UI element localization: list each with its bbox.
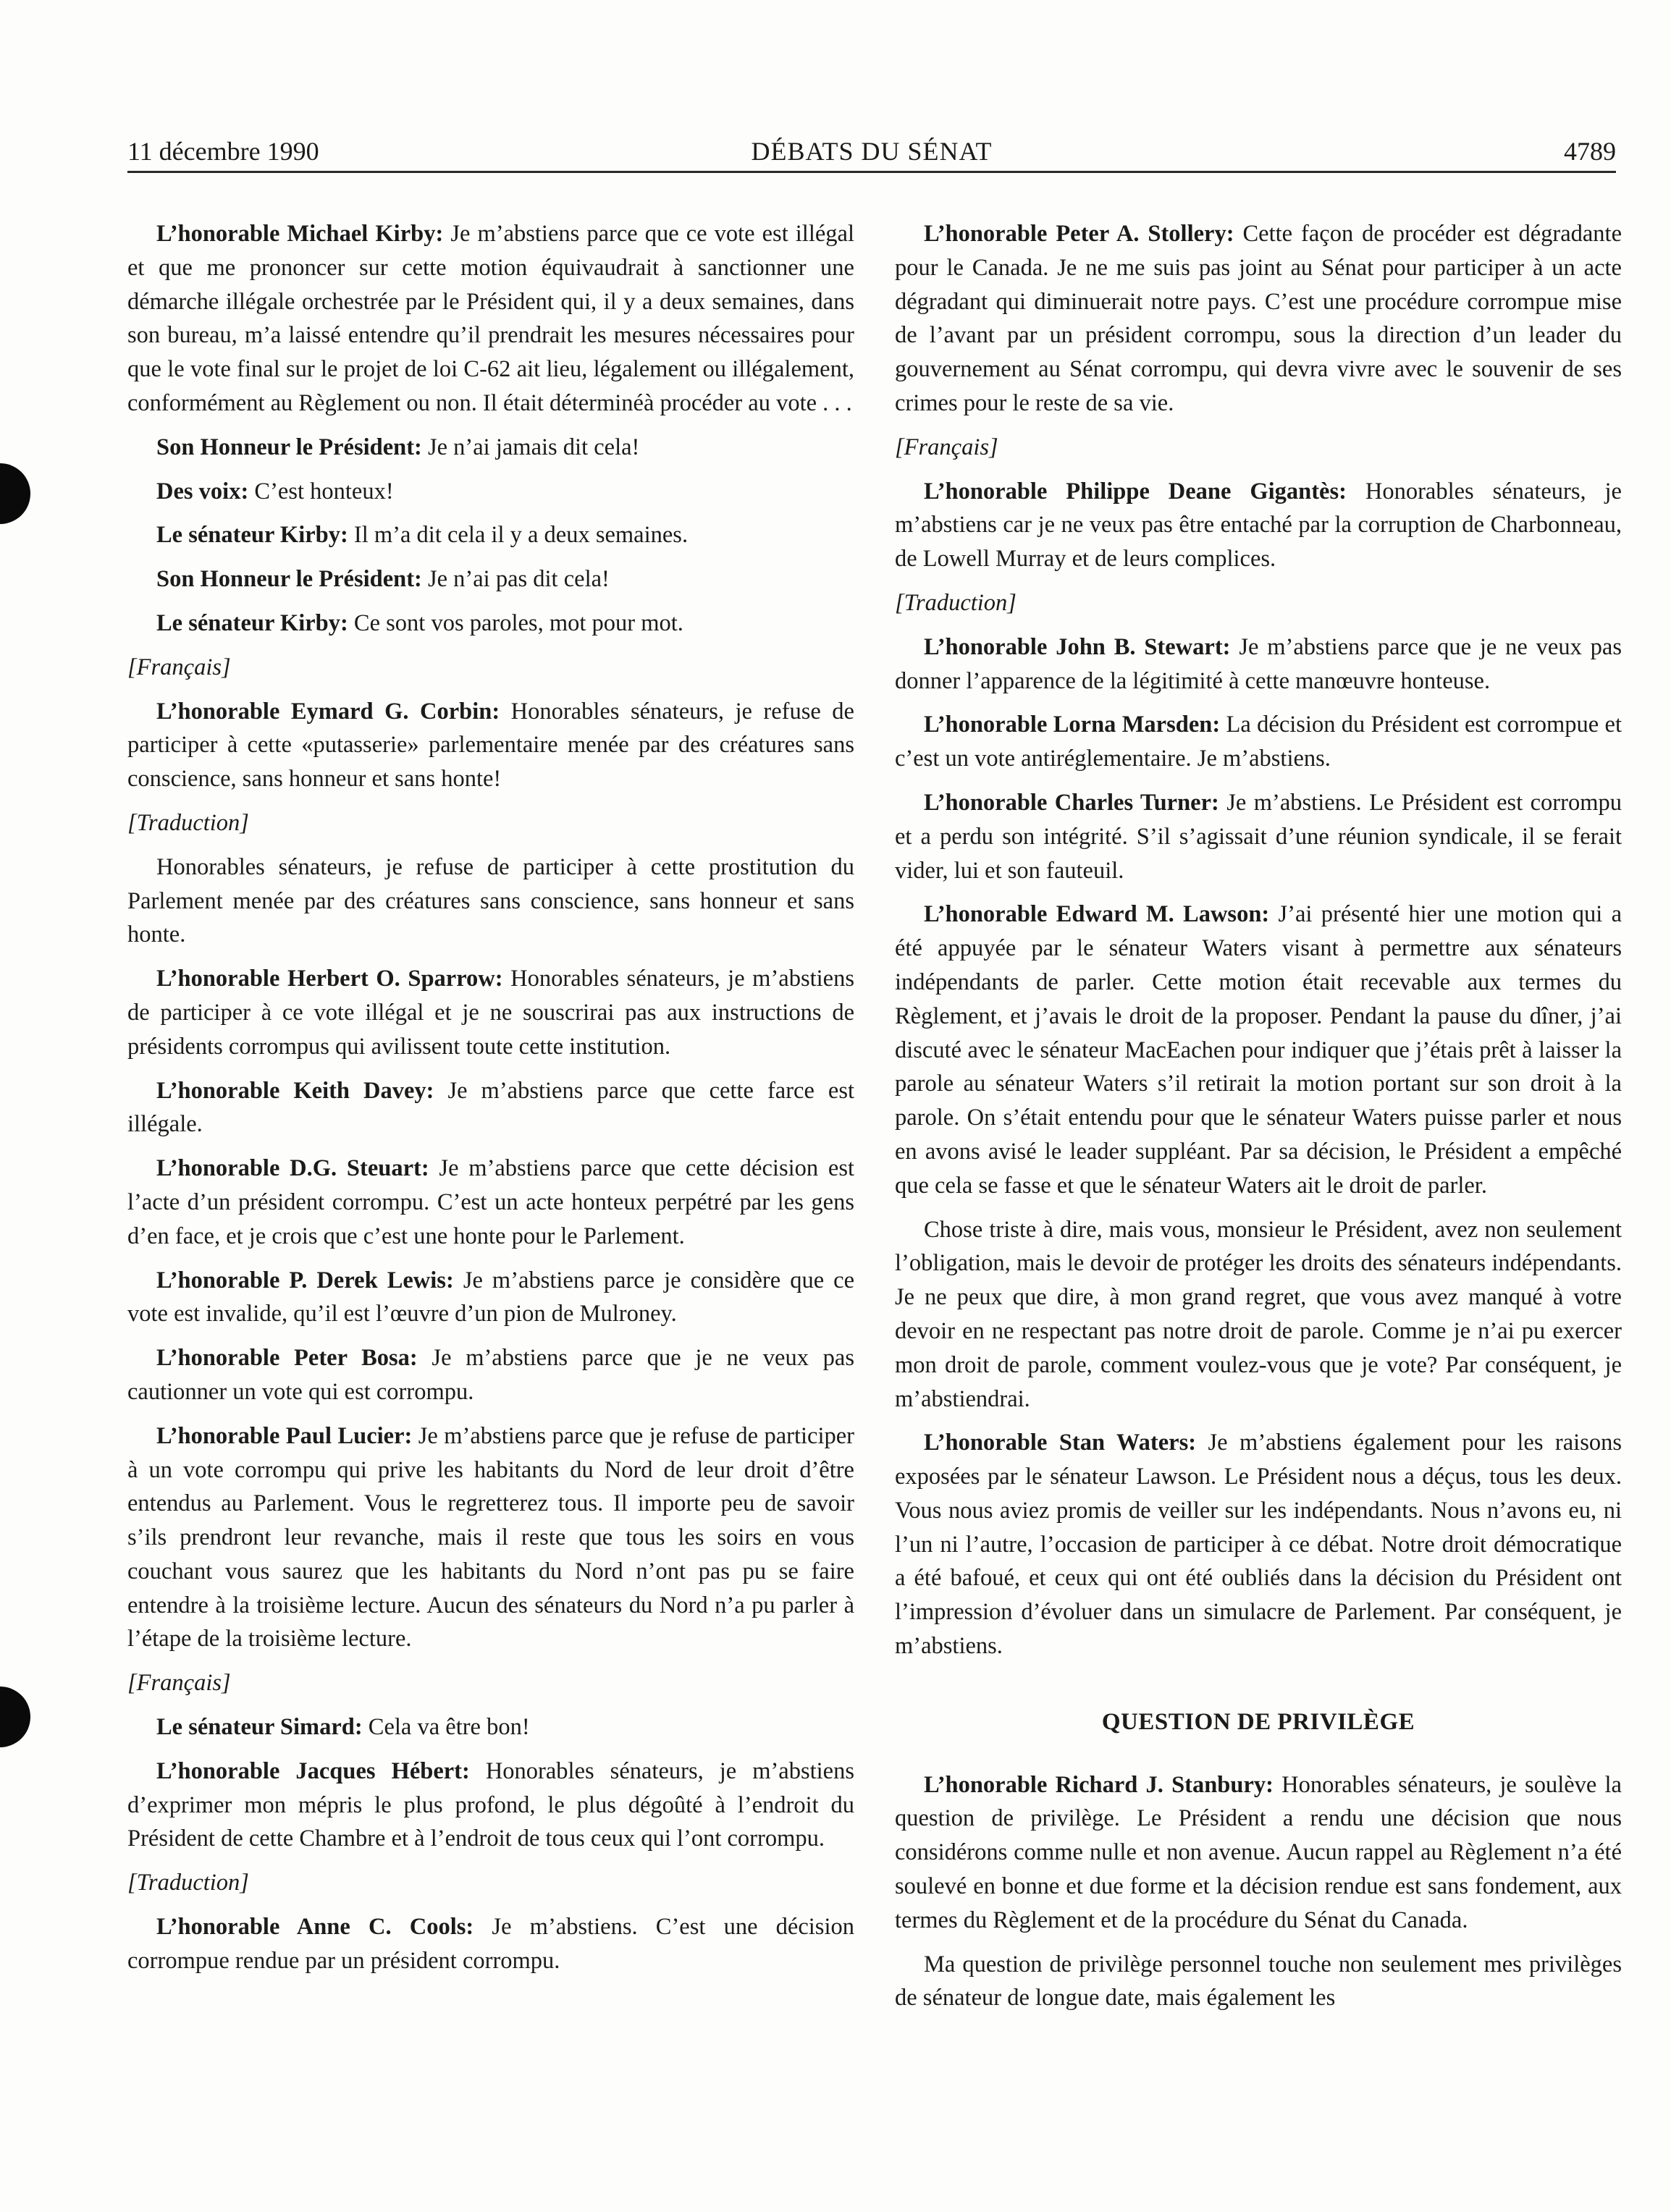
speech-corbin-translation: Honorables sénateurs, je refuse de participer à cette prostitution du Parlement menée par des créatures sans conscience, sans honneur et sans honte. (127, 853, 854, 948)
speech-text: Il m’a dit cela il y a deux semaines. (348, 522, 689, 549)
speaker-name: Son Honneur le Président: (156, 566, 422, 593)
speech-lucier (127, 1419, 854, 1657)
speech-text: Je m’abstiens également pour les raisons exposées par le sénateur Lawson. Le Président nous a déçus, tous les deux. Vous nous aviez promis de veiller sur les indépendants. Nous n’avons eu, ni l’un ni l’autre, l’occasion de participer à ce débat. Notre droit démocratique a été bafoué, et ceux qui ont été oubliés dans la décision du Président ont l’impression d’évoluer dans un simulacre de Parlement. Par conséquent, je m’abstiens. (895, 1430, 1622, 1660)
speech-gigantes (895, 475, 1622, 576)
speech-speaker-2 (127, 562, 854, 596)
speaker-name: L’honorable Anne C. Cools: (156, 1914, 474, 1941)
speech-steuart (127, 1152, 854, 1253)
speaker-name: L’honorable Lorna Marsden: (924, 712, 1221, 738)
speech-bosa (127, 1341, 854, 1409)
speaker-name: L’honorable Michael Kirby: (156, 221, 444, 247)
speech-marsden (895, 708, 1622, 776)
language-marker: [Français] (127, 1670, 231, 1697)
header-date: 11 décembre 1990 (127, 137, 319, 166)
speech-text: Je m’abstiens parce que je ne veux pas cautionner un vote qui est corrompu. (127, 1345, 854, 1405)
speech-corbin (127, 695, 854, 796)
speaker-name: L’honorable Richard J. Stanbury: (924, 1771, 1274, 1798)
header-title: DÉBATS DU SÉNAT (751, 137, 993, 166)
speech-text: Je n’ai jamais dit cela! (421, 434, 640, 460)
punch-hole-upper (0, 463, 30, 524)
speech-kirby-2 (127, 518, 854, 552)
speaker-name: L’honorable D.G. Steuart: (156, 1155, 429, 1182)
speech-text: Ce sont vos paroles, mot pour mot. (348, 609, 683, 636)
left-column (127, 217, 854, 1988)
speaker-name: L’honorable Paul Lucier: (156, 1422, 413, 1449)
speech-cools (127, 1910, 854, 1978)
speech-hebert (127, 1755, 854, 1856)
speech-voices (127, 475, 854, 509)
speaker-name: Des voix: (156, 478, 249, 505)
speech-text: La décision du Président est corrompue et c’est un vote antiréglementaire. Je m’abstiens. (895, 712, 1622, 772)
speaker-name: L’honorable Peter Bosa: (156, 1345, 418, 1372)
speech-text: Cette façon de procéder est dégradante pour le Canada. Je ne me suis pas joint au Sénat pour participer à un acte dégradant qui diminuerait notre pays. C’est une procédure corrompue mise de l’avant par un président corrompu, sous la direction d’un leader du gouvernement au Sénat corrompu, qui devra vivre avec le souvenir de ses crimes pour le reste de sa vie. (895, 221, 1622, 416)
speech-stanbury (895, 1768, 1622, 1938)
language-marker: [Traduction] (895, 589, 1017, 616)
speaker-name: L’honorable Jacques Hébert: (156, 1757, 470, 1784)
speaker-name: L’honorable Charles Turner: (924, 789, 1219, 816)
speech-stollery (895, 217, 1622, 421)
header-page-number: 4789 (1564, 137, 1616, 166)
speaker-name: Le sénateur Kirby: (156, 522, 348, 549)
speech-simard (127, 1710, 854, 1744)
speaker-name: L’honorable John B. Stewart: (924, 633, 1231, 660)
language-marker: [Français] (895, 434, 998, 460)
speaker-name: L’honorable P. Derek Lewis: (156, 1267, 454, 1293)
language-marker: [Traduction] (127, 1870, 249, 1896)
speech-text: Je m’abstiens parce que je refuse de participer à un vote corrompu qui prive les habitants du Nord de leur droit d’être entendus au Parlement. Vous le regretterez tous. Il importe peu de savoir s’ils prendront leur revanche, mais il reste que tous les soirs en vous couchant vous saurez que les habitants du Nord n’ont pas pu se faire entendre à la troisième lecture. Aucun des sénateurs du Nord n’a pu parler à l’étape de la troisième lecture. (127, 1422, 854, 1652)
speech-text: Je n’ai pas dit cela! (421, 566, 610, 593)
speaker-name: L’honorable Philippe Deane Gigantès: (924, 478, 1347, 505)
speaker-name: L’honorable Herbert O. Sparrow: (156, 966, 503, 992)
speech-speaker-1 (127, 431, 854, 465)
speech-text: Honorables sénateurs, je m’abstiens d’exprimer mon mépris le plus profond, le plus dégoûté à l’endroit du Président de cette Chambre et à l’endroit de tous ceux qui l’ont corrompu. (127, 1757, 854, 1852)
speech-stanbury-continued: Ma question de privilège personnel touche non seulement mes privilèges de sénateur de longue date, mais également les (895, 1951, 1622, 2012)
language-marker: [Français] (127, 654, 231, 680)
speech-lawson (895, 898, 1622, 1202)
speech-text: Honorables sénateurs, je m’abstiens de participer à ce vote illégal et je ne souscrirai pas aux instructions de présidents corrompus qui avilissent toute cette institution. (127, 966, 854, 1060)
punch-hole-lower (0, 1687, 30, 1747)
speaker-name: Le sénateur Kirby: (156, 609, 348, 636)
speaker-name: L’honorable Stan Waters: (924, 1430, 1197, 1456)
speech-text: Honorables sénateurs, je soulève la question de privilège. Le Président a rendu une décision que nous considérons comme nulle et non avenue. Aucun rappel au Règlement n’a été soulevé en bonne et due forme et la décision rendue est sans fondement, aux termes du Règlement et de la procédure du Sénat du Canada. (895, 1771, 1622, 1933)
speaker-name: L’honorable Keith Davey: (156, 1077, 434, 1104)
speaker-name: L’honorable Eymard G. Corbin: (156, 698, 500, 725)
speech-text: Honorables sénateurs, je m’abstiens car je ne veux pas être entaché par la corruption de Charbonneau, de Lowell Murray et de leurs complices. (895, 478, 1622, 573)
speech-lawson-continued: Chose triste à dire, mais vous, monsieur le Président, avez non seulement l’obligation, mais le devoir de protéger les droits des sénateurs indépendants. Je ne peux que dire, à mon grand regret, que vous avez manqué à votre devoir en ne respectant pas notre droit de parole. Comme je n’ai pu exercer mon droit de parole, comment voulez-vous que je vote? Par conséquent, je m’abstiendrai. (895, 1216, 1622, 1412)
language-marker: [Traduction] (127, 809, 249, 836)
speech-lewis (127, 1264, 854, 1332)
speech-text: Je m’abstiens parce que cette décision est l’acte d’un président corrompu. C’est un acte honteux perpétré par les gens d’en face, et je crois que c’est une honte pour le Parlement. (127, 1155, 854, 1249)
speech-stewart (895, 630, 1622, 698)
speaker-name: L’honorable Edward M. Lawson: (924, 901, 1270, 928)
right-column (895, 217, 1622, 2025)
speech-text: Je m’abstiens. Le Président est corrompu et a perdu son intégrité. S’il s’agissait d’une réunion syndicale, il se ferait vider, lui et son fauteuil. (895, 789, 1622, 884)
speech-waters (895, 1426, 1622, 1663)
section-heading: QUESTION DE PRIVILÈGE (1101, 1708, 1415, 1735)
speech-text: C’est honteux! (248, 478, 394, 505)
speech-text: J’ai présenté hier une motion qui a été appuyée par le sénateur Waters visant à permettre aux sénateurs indépendants de parler. Cette motion était recevable aux termes du Règlement, et j’avais le droit de la proposer. Pendant la pause du dîner, j’ai discuté avec le sénateur MacEachen pour indiquer que j’étais prêt à laisser la parole au sénateur Waters s’il retirait la motion portant sur son droit à la parole. On s’était entendu pour que le sénateur Waters puisse parler et nous en avons avisé le leader suppléant. Par sa décision, le Président a empêché que cela se fasse et que le sénateur Waters ait le droit de parler. (895, 901, 1622, 1199)
speech-text: Je m’abstiens parce que je ne veux pas donner l’apparence de la légitimité à cette manœuvre honteuse. (895, 633, 1622, 694)
running-header (127, 127, 1616, 173)
speech-text: Honorables sénateurs, je refuse de participer à cette «putasserie» parlementaire menée par des créatures sans conscience, sans honneur et sans honte! (127, 698, 854, 793)
speech-kirby (127, 217, 854, 421)
speech-sparrow (127, 962, 854, 1063)
speaker-name: L’honorable Peter A. Stollery: (924, 221, 1234, 247)
speech-text: Je m’abstiens. C’est une décision corrompue rendue par un président corrompu. (127, 1914, 854, 1974)
speech-text: Je m’abstiens parce que ce vote est illégal et que me prononcer sur cette motion équivaudrait à sanctionner une démarche illégale orchestrée par le Président qui, il y a deux semaines, dans son bureau, m’a laissé entendre qu’il prendrait les mesures nécessaires pour que le vote final sur le projet de loi C-62 ait lieu, légalement ou illégalement, conformément au Règlement ou non. Il était déterminéà procéder au vote . . . (127, 221, 854, 416)
speaker-name: Le sénateur Simard: (156, 1714, 363, 1741)
speech-davey (127, 1074, 854, 1142)
speech-text: Je m’abstiens parce je considère que ce vote est invalide, qu’il est l’œuvre d’un pion de Mulroney. (127, 1267, 855, 1327)
speaker-name: Son Honneur le Président: (156, 434, 422, 460)
speech-turner (895, 786, 1622, 887)
speech-text: Cela va être bon! (362, 1714, 530, 1741)
speech-kirby-3 (127, 607, 854, 641)
speech-text: Je m’abstiens parce que cette farce est illégale. (127, 1077, 854, 1138)
